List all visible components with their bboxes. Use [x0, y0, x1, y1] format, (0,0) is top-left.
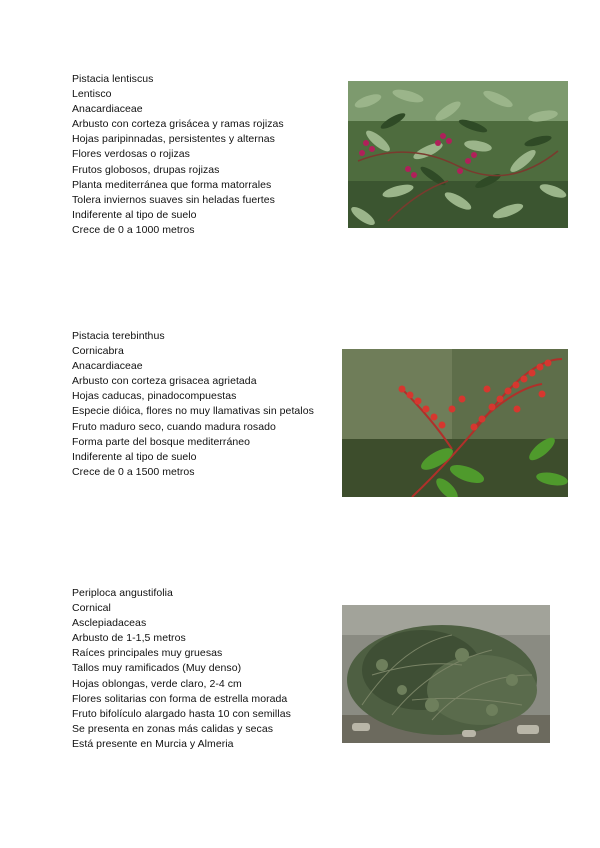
- description-line: Tallos muy ramificados (Muy denso): [72, 662, 242, 675]
- scientific-name: Pistacia lentiscus: [72, 73, 154, 85]
- description-line: Tolera inviernos suaves sin heladas fuertes: [72, 193, 275, 206]
- description-line: Hojas oblongas, verde claro, 2-4 cm: [72, 677, 242, 690]
- terebinthus-photo: [342, 349, 568, 497]
- scientific-name: Periploca angustifolia: [72, 587, 173, 599]
- description-line: Flores verdosas o rojizas: [72, 148, 190, 161]
- lentiscus-photo-image: [348, 81, 568, 228]
- common-name: Lentisco: [72, 88, 112, 101]
- description-line: Arbusto con corteza grisácea y ramas rojizas: [72, 118, 284, 131]
- description-line: Está presente en Murcia y Almeria: [72, 737, 234, 750]
- description-line: Se presenta en zonas más calidas y secas: [72, 722, 274, 735]
- description-line: Flores solitarias con forma de estrella morada: [72, 692, 288, 705]
- plant-description: [72, 329, 314, 480]
- periploca-photo: [342, 605, 550, 743]
- plant-description: [72, 586, 291, 752]
- description-line: Especie dióica, flores no muy llamativas sin petalos: [72, 405, 314, 418]
- description-line: Forma parte del bosque mediterráneo: [72, 435, 251, 448]
- description-line: Fruto maduro seco, cuando madura rosado: [72, 420, 276, 433]
- plant-description: [72, 72, 284, 238]
- family-name: Anacardiaceae: [72, 103, 143, 116]
- description-line: Planta mediterránea que forma matorrales: [72, 178, 272, 191]
- scientific-name: Pistacia terebinthus: [72, 330, 165, 342]
- description-line: Hojas caducas, pinadocompuestas: [72, 390, 237, 403]
- description-line: Crece de 0 a 1500 metros: [72, 465, 195, 478]
- description-line: Fruto bifolículo alargado hasta 10 con semillas: [72, 707, 291, 720]
- lentiscus-photo: [348, 81, 568, 228]
- description-line: Indiferente al tipo de suelo: [72, 450, 197, 463]
- description-line: Arbusto con corteza grisacea agrietada: [72, 375, 257, 388]
- periploca-photo-image: [342, 605, 550, 743]
- description-line: Hojas paripinnadas, persistentes y alternas: [72, 133, 275, 146]
- common-name: Cornicabra: [72, 345, 124, 358]
- common-name: Cornical: [72, 602, 111, 615]
- description-line: Raíces principales muy gruesas: [72, 647, 223, 660]
- family-name: Anacardiaceae: [72, 360, 143, 373]
- description-line: Crece de 0 a 1000 metros: [72, 223, 195, 236]
- description-line: Arbusto de 1-1,5 metros: [72, 632, 186, 645]
- description-line: Indiferente al tipo de suelo: [72, 208, 197, 221]
- terebinthus-photo-image: [342, 349, 568, 497]
- family-name: Asclepiadaceas: [72, 617, 147, 630]
- description-line: Frutos globosos, drupas rojizas: [72, 163, 220, 176]
